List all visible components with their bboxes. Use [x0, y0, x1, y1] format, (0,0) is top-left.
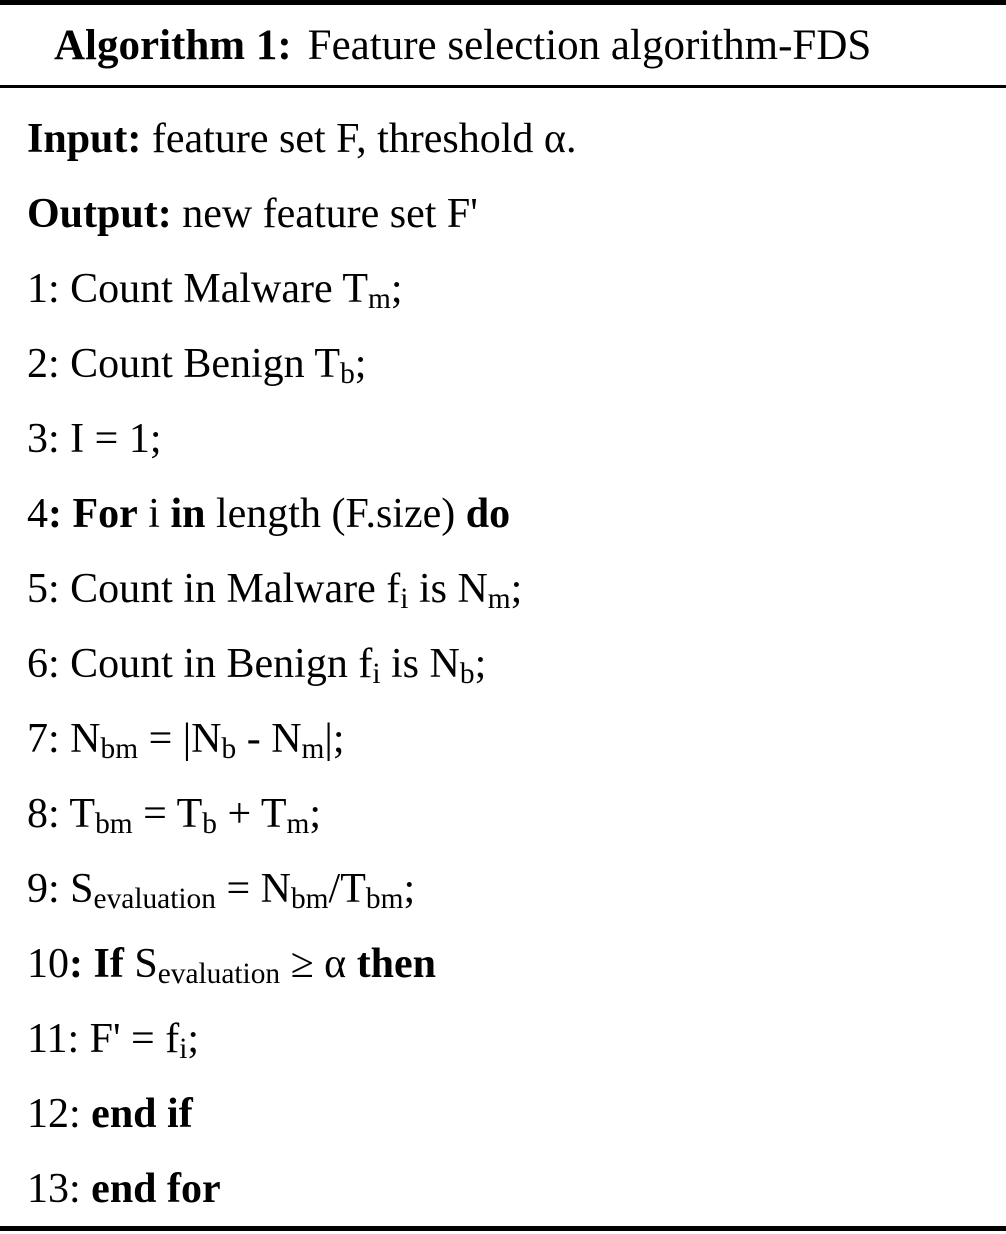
text-segment: ;	[309, 791, 322, 837]
text-segment: 4	[27, 491, 48, 537]
line-5	[27, 552, 1006, 627]
text-segment: m	[286, 807, 310, 840]
text-segment: bm	[290, 882, 329, 915]
text-segment: m	[301, 732, 325, 765]
text-segment: is N	[408, 566, 488, 612]
text-segment: is N	[380, 641, 460, 687]
text-segment: length (F.size)	[205, 491, 466, 537]
bottom-border-rule	[0, 1226, 1006, 1231]
text-segment: 11: F' = f	[27, 1016, 180, 1062]
line-8	[27, 777, 1006, 852]
text-segment: i	[400, 582, 409, 615]
line-3	[27, 402, 1006, 477]
text-segment	[62, 491, 73, 537]
text-segment: For	[72, 491, 138, 537]
text-segment: 2: Count Benign T	[27, 341, 341, 387]
line-1	[27, 252, 1006, 327]
line-6	[27, 627, 1006, 702]
text-segment: 10	[27, 941, 69, 987]
text-segment: evaluation	[93, 882, 216, 915]
algorithm-title: Feature selection algorithm-FDS	[307, 21, 872, 69]
text-segment: - N	[236, 716, 302, 762]
algorithm-body	[0, 88, 1006, 1227]
text-segment: bm	[100, 732, 139, 765]
text-segment: ≥ α	[280, 941, 357, 987]
text-segment: /T	[328, 866, 366, 912]
line-output	[27, 177, 1006, 252]
text-segment: 7: N	[27, 716, 101, 762]
text-segment: then	[356, 941, 437, 987]
text-segment: b	[459, 657, 475, 690]
line-13	[27, 1152, 1006, 1227]
text-segment: evaluation	[157, 957, 281, 990]
text-segment: :	[69, 941, 83, 987]
text-segment: ;	[390, 266, 403, 312]
text-segment: 3: I = 1;	[27, 416, 162, 462]
text-segment: 5: Count in Malware f	[27, 566, 401, 612]
text-segment: ;	[403, 866, 416, 912]
line-12	[27, 1077, 1006, 1152]
text-segment: |;	[324, 716, 345, 762]
text-segment: = N	[215, 866, 291, 912]
text-segment: in	[170, 491, 206, 537]
text-segment: ;	[510, 566, 523, 612]
line-2	[27, 327, 1006, 402]
text-segment: m	[487, 582, 511, 615]
text-segment: feature set F, threshold α.	[141, 116, 577, 162]
text-segment: :	[48, 491, 62, 537]
text-segment: ;	[474, 641, 487, 687]
algorithm-label: Algorithm 1:	[54, 21, 292, 69]
text-segment	[83, 941, 94, 987]
line-11	[27, 1002, 1006, 1077]
text-segment: Output:	[27, 191, 172, 237]
text-segment: b	[340, 357, 355, 390]
line-input	[27, 102, 1006, 177]
text-segment: S	[123, 941, 158, 987]
text-segment: b	[202, 807, 217, 840]
text-segment: new feature set F'	[171, 191, 478, 237]
text-segment: 12:	[27, 1091, 92, 1137]
line-9	[27, 852, 1006, 927]
text-segment: end for	[91, 1166, 221, 1212]
text-segment: 6: Count in Benign f	[27, 641, 373, 687]
text-segment: bm	[365, 882, 404, 915]
line-7	[27, 702, 1006, 777]
text-segment: b	[221, 732, 237, 765]
text-segment: bm	[95, 807, 133, 840]
text-segment: = |N	[138, 716, 222, 762]
text-segment: ;	[354, 341, 367, 387]
text-segment: Input:	[27, 116, 142, 162]
line-10	[27, 927, 1006, 1002]
text-segment: If	[93, 941, 124, 987]
text-segment: i	[179, 1032, 188, 1065]
text-segment: m	[368, 282, 391, 315]
text-segment: ;	[187, 1016, 200, 1062]
line-4	[27, 477, 1006, 552]
text-segment: do	[465, 491, 511, 537]
text-segment: + T	[216, 791, 287, 837]
text-segment: i	[137, 491, 171, 537]
text-segment: 8: T	[27, 791, 96, 837]
text-segment: i	[372, 657, 381, 690]
algorithm-header	[0, 5, 1006, 85]
text-segment: 13:	[27, 1166, 92, 1212]
text-segment: = T	[132, 791, 203, 837]
text-segment: end if	[91, 1091, 193, 1137]
text-segment: 1: Count Malware T	[27, 266, 369, 312]
text-segment: 9: S	[27, 866, 94, 912]
